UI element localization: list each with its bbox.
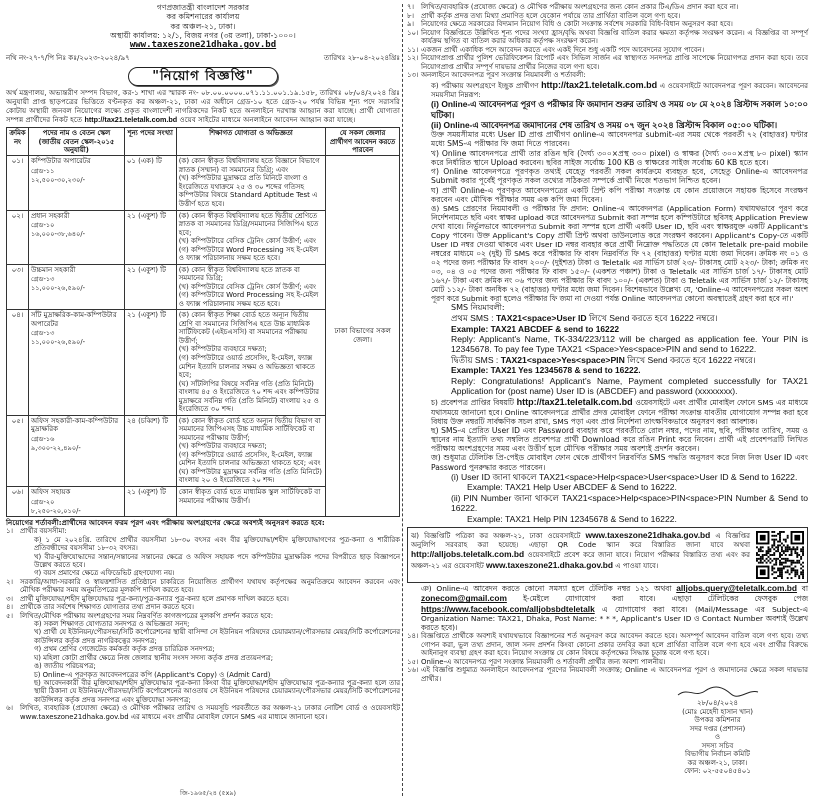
online-ja: জ) শুধুমাত্র টেলিটক প্রি-পেইড মোবাইল ফোন থেকে প্রার্থীগণ নিম্নবর্ণিত SMS পদ্ধতি অনুসরণ করে নিজ নিজ User ID এবং Password পুনরুদ্ধার করতে পারবেন। — [431, 453, 808, 472]
sms1-reply: Reply: Applicant's Name, TK-334/223/112 will be charged as application fee. Your PIN is 12345678. To pay fee Type TAX21 <Space>Yes<space>PIN and send to 16222. — [451, 333, 808, 355]
nb-site2[interactable]: www.taxeszone21.dhaka.gov.bd — [485, 559, 614, 570]
condition-text: গ) প্রথম শ্রেণির গেজেটেড কর্মকর্তা কর্তৃক প্রদত্ত চারিত্রিক সনদপত্র; — [34, 645, 215, 654]
numbered-item — [407, 71, 808, 80]
ja-i-command: TAX21<space>Help<space>User<space>User ID & Send to 16222. — [539, 471, 798, 482]
cell-count: ২৪ (চব্বিশ) টি — [124, 415, 176, 486]
cell-sl: ০৩। — [7, 264, 29, 310]
condition-text: ছ) আবেদনকারী বীর মুক্তিযোদ্ধা/শহীদ মুক্তিযোদ্ধার পুত্র-কন্যা কিংবা বীর মুক্তিযোদ্ধা/শহীদ মুক্তিযোদ্ধার পুত্র-কন্যার পুত্র-কন্যা হলে তার স্থায়ী ঠিকানা যে ইউনিয়ন/পৌরসভা/সিটি কর্পোরেশনের আওতায় সে ইউনিয়ন পরিষদের চেয়ারম্যান/পৌরসভার মেয়র/সিটি কর্পোরেশনের কাউন্সিলর কর্তৃক প্রদত্ত সনদপত্র এবং মুক্তিযোদ্ধা সনদপত্র; — [34, 678, 400, 704]
ja-i-prefix: (i) User ID জানা থাকলে — [451, 471, 537, 482]
item-text: বিজ্ঞপ্তিতে প্রার্থীকে অবশ্যই যথাযথভাবে বিজ্ঞাপনের শর্ত অনুসরণ করে আবেদন করতে হবে। অসম্পূর্ণ আবেদন বাতিল বলে গণ্য হবে। তথ্য গোপন করা, ভুল তথ্য প্রদান, জাল সনদ প্রদর্শন কিংবা কোনো প্রকার তদবির করা হলে প্রার্থিতা বাতিল বলে গণ্য হবে এবং প্রার্থীর বিরুদ্ধে আইনানুগ ব্যবস্থা গ্রহণ করা হবে। নিয়োগ সংক্রান্ত যে কোন বিষয়ে কর্তৃপক্ষের সিদ্ধান্ত চূড়ান্ত বলে গণ্য হবে। — [421, 632, 808, 658]
condition-number — [20, 536, 34, 553]
online-chha: ছ) SMS-এ প্রেরিত User ID এবং Password ব্যবহার করে পরবর্তীতে রোল নম্বর, পদের নাম, ছবি, পরীক্ষার তারিখ, সময় ও স্থানের নাম ইত্যাদি তথ্য সম্বলিত প্রবেশপত্র প্রার্থী Download করে রঙিন Print করে নিবেন। প্রার্থী এই প্রবেশপত্রটি লিখিত পরীক্ষায় অংশগ্রহণের সময় এবং উত্তীর্ণ হলে মৌখিক পরীক্ষার সময় অবশ্যই প্রদর্শন করবেন। — [431, 425, 808, 454]
online-time-iii: উক্ত সময়সীমার মধ্যে User ID প্রাপ্ত প্রার্থীগণ online-এ আবেদনপত্র submit-এর সময় থেকে পরবর্তী ৭২ (বাহাত্তর) ঘণ্টার মধ্যে SMS-এ পরীক্ষার ফি জমা দিতে পারবেন। — [431, 130, 808, 149]
th-qual: শিক্ষাগত যোগ্যতা ও অভিজ্ঞতা — [176, 128, 325, 156]
condition-number — [20, 628, 34, 645]
sms1 — [431, 313, 808, 323]
header-line3: কর অঞ্চল-২১, ঢাকা। — [170, 21, 236, 31]
column-divider — [402, 4, 403, 796]
condition-text: গ) বয়স প্রমাণের ক্ষেত্রে এফিডেভিট গ্রহণযোগ্য নয়। — [34, 569, 175, 578]
signature-and: ও — [714, 733, 721, 742]
condition-item — [6, 612, 400, 620]
sms1-command: TAX21<space>User ID — [495, 313, 587, 324]
ta-prefix: ঞ) Online-এ আবেদন করতে কোনো সমস্যা হলে টেলিটক নম্বর ১২১ অথবা — [421, 584, 672, 594]
cell-sl: ০৬। — [7, 486, 29, 516]
post-name: অফিস সহায়ক — [30, 487, 71, 496]
condition-number — [20, 620, 34, 628]
cell-post-name — [28, 264, 124, 310]
numbered-item — [407, 666, 808, 683]
condition-number: ২। — [6, 577, 13, 586]
online-rules — [407, 80, 808, 524]
signature-role: সদস্য সচিব — [701, 741, 734, 750]
condition-item — [6, 654, 400, 662]
condition-number: ৬। — [6, 704, 13, 713]
qualification-line: (গ) কম্পিউটারে ওয়ার্ড প্রসেসিং, ই-মেইল, ফ্যাক্স মেশিন ইত্যাদি চালনার অভিজ্ঞতা থাকতে হবে; এবং — [178, 450, 321, 468]
item-text: প্রার্থী কর্তৃক প্রদত্ত তথ্য মিথ্যা প্রমাণিত হলে যেকোন পর্যায়ে তার প্রার্থিতা বাতিল বলে গণ্য হবে। — [421, 11, 681, 20]
online-cha — [431, 397, 808, 426]
qualification-line: (খ) কম্পিউটারে বেসিক ট্রেনিং কোর্স উত্তীর্ণ; এবং — [178, 237, 317, 246]
condition-number — [20, 679, 34, 704]
condition-number: ১। — [6, 527, 13, 536]
th-sl: ক্রমিক নং — [7, 128, 29, 156]
item-number: ১৪। — [407, 632, 419, 641]
condition-text: ক) সকল শিক্ষাগত যোগ্যতার সনদপত্র ও অভিজ্ঞতা সনদ; — [34, 620, 190, 628]
conditions-list — [6, 527, 400, 721]
condition-item — [6, 671, 400, 679]
post-scale: ১১,০০০-২৬,৫৯০/- — [30, 338, 85, 347]
condition-text: চ) Online-এ পূরণকৃত আবেদনপত্রের কপি (Applicant's Copy) ও (Admit Card) — [34, 670, 271, 679]
nb-text2: এ বিজ্ঞপ্তির অনুলিপি সরবরাহ করা হয়েছে। এছাড়া QR Code স্ক্যান করে বিস্তারিত জানা যাবে অথবা — [411, 532, 751, 549]
cell-post-name — [28, 486, 124, 516]
condition-item — [6, 578, 400, 595]
notice-box — [407, 527, 808, 583]
header-line2: কর কমিশনারের কার্যালয় — [166, 12, 240, 22]
office-header — [6, 3, 400, 51]
th-dist: যে সকল জেলার প্রার্থীগণ আবেদন করতে পারবেন — [326, 128, 400, 156]
qualification-line: (ক) কোন স্বীকৃত শিক্ষা বোর্ড হতে অন্যূন দ্বিতীয় শ্রেণি বা সমমানের সিজিপিএ হতে উচ্চ মাধ্যমিক সার্টিফিকেট (এইচএসসি) বা সমমানের পরীক্ষায় উত্তীর্ণ; — [178, 311, 310, 345]
qualification-line: (খ) কম্পিউটার ব্যবহারে দক্ষতা; — [178, 442, 267, 451]
item-number: ১১। — [407, 45, 419, 54]
condition-item — [6, 679, 400, 704]
nb-site[interactable]: www.taxeszone21dhaka.gov.bd — [585, 530, 711, 541]
item-text: নিয়োগপ্রাপ্ত প্রার্থীর পুলিশ ভেরিফিকেশন রিপোর্ট এবং সিভিল সার্জন এর স্বাস্থ্যগত সনদপত্র প্রাপ্তি সাপেক্ষে নিয়োগপত্র প্রদান করা হবে। তবে নিয়োগপ্রাপ্ত প্রার্থীর সম্পূর্ণ দায়ভার প্রার্থীর নিজের বলে গণ্য হবে। — [421, 54, 808, 71]
header-website[interactable]: www.taxeszone21dhaka.gov.bd — [129, 40, 277, 50]
cell-post-name — [28, 210, 124, 264]
qualification-line: (খ) কম্পিউটার ব্যবহারে দক্ষতা; — [178, 345, 267, 354]
cell-qualification — [176, 415, 325, 486]
post-name: সাঁট মুদ্রাক্ষরিক-কাম-কম্পিউটার অপারেটর — [30, 311, 117, 328]
cell-qualification — [176, 310, 325, 415]
condition-text: প্রার্থীর বয়সসীমা: — [20, 527, 67, 536]
cell-qualification — [176, 486, 325, 516]
cell-count: ২১ (একুশ) টি — [124, 486, 176, 516]
sms2 — [431, 355, 808, 365]
qr-code-icon[interactable] — [756, 531, 804, 579]
online-intro — [431, 80, 808, 100]
final-items-list — [407, 632, 808, 683]
numbered-item — [407, 632, 808, 658]
table-row — [7, 156, 400, 210]
ja-ii-prefix: (ii) PIN Number জানা থাকলে — [451, 492, 559, 503]
signature-name: (মোঃ মেহেদী হাসান খান) — [682, 707, 753, 716]
posts-table — [6, 127, 400, 516]
cha-prefix: চ) প্রবেশপত্র প্রাপ্তির বিষয়টি — [431, 397, 514, 407]
qualification-line: (গ) কম্পিউটারে ওয়ার্ড প্রসেসিং, ই-মেইল, ফ্যাক্স মেশিন ইত্যাদি চালনার সক্ষম ও অভিজ্ঞতা থাকতে হবে; — [178, 354, 315, 380]
condition-text: লিখিত, ব্যবহারিক (প্রযোজ্য ক্ষেত্রে) ও মৌখিক পরীক্ষার তারিখ ও সময়সূচি পরবর্তীতে কর অঞ্চল-২১ ঢাকার নোটিশ বোর্ড ও ওয়েবসাইট www.taxeszone21dhaka.gov.bd এর মাধ্যমে এবং প্রার্থীর মোবাইল ফোনে SMS এর মাধ্যমে জানানো হবে। — [20, 704, 400, 721]
online-kha: খ) Online আবেদনপত্রে প্রার্থী তার রঙিন ছবি (দৈর্ঘ্য ৩০০×প্রস্থ ৩০০ pixel) ও স্বাক্ষর (দৈর্ঘ্য ৩০০×প্রস্থ ৮০ pixel) স্ক্যান করে নির্ধারিত স্থানে Upload করবেন। ছবির সাইজ সর্বোচ্চ 100 KB ও স্বাক্ষরের সাইজ সর্বোচ্চ 60 KB হতে হবে। — [431, 148, 808, 167]
condition-number: ৫। — [6, 611, 13, 620]
cell-qualification — [176, 156, 325, 210]
signature-scribble — [673, 685, 763, 699]
condition-text: প্রার্থী মুক্তিযোদ্ধা/শহীদ মুক্তিযোদ্ধার পুত্র-কন্যা/পুত্র-কন্যার পুত্র-কন্যা হলে প্রমাণক দাখিল করতে হবে। — [20, 594, 289, 603]
item-text: এই বিজ্ঞপ্তি শুধুমাত্র অনলাইনে আবেদনপত্র পূরণের নিয়মাবলী সংক্রান্ত; Online এ আবেদনপত্র পূরণ ও জমাদানের ক্ষেত্রে সকল দায়ভার প্রার্থীর। — [421, 666, 808, 683]
ta-mid2: ই-মেইলে যোগাযোগ করা যাবে। এছাড়া টেলিটকের ফেসবুক পেজ — [523, 594, 808, 604]
footer-code: জি-১৯৬৫/২৪ (৫x৯) — [180, 789, 236, 798]
sms1-prefix: প্রথম SMS : — [451, 313, 494, 324]
header-line4: অস্থায়ী কার্যালয়: ১২/১, বিজয় নগর (৩য় তলা), ঢাকা-১০০০। — [110, 30, 296, 40]
th-count: শূন্য পদের সংখ্যা — [124, 128, 176, 156]
post-scale: ১২,৫০০-৩০,২৩০/- — [30, 175, 86, 184]
condition-text: খ) প্রার্থী যে ইউনিয়ন/পৌরসভা/সিটি কর্পোরেশনের স্থায়ী বাসিন্দা সে ইউনিয়ন পরিষদের চেয়ারম্যান/পৌরসভার মেয়র/সিটি কর্পোরেশনের কাউন্সিলর কর্তৃক প্রদত্ত নাগরিকত্বের সনদপত্র; — [34, 628, 400, 645]
numbered-item — [407, 54, 808, 71]
signature-block — [627, 685, 808, 776]
ta-mail2[interactable]: zonecom@gmail.com — [421, 593, 507, 604]
condition-item — [6, 553, 400, 570]
ta-mail[interactable]: alljobs.query@teletalk.com.bd — [676, 583, 798, 594]
condition-text: প্রার্থীকে তার সর্বশেষ শিক্ষাগত যোগ্যতার তথ্য প্রদান করতে হবে। — [20, 603, 194, 612]
condition-item — [6, 536, 400, 553]
qualification-line: (ঘ) সাঁটলিপির বিষয়ে সর্বনিম্ন গতি (প্রতি মিনিটে) বাংলায় ৪৫ ও ইংরেজিতে ৭০ শব্দ এবং কম্পিউটার মুদ্রাক্ষরে সর্বনিম্ন গতি (প্রতি মিনিটে) বাংলায় ২৫ ও ইংরেজিতে ৩০ শব্দ। — [178, 379, 320, 414]
item-text: নিয়োগের ক্ষেত্রে সরকারের বিদ্যমান নিয়োগ বিধি ও কোটা সংক্রান্ত সর্বশেষ সরকারি বিধি-বিধান অনুসরণ করা হবে। — [421, 20, 733, 29]
signature-zone: কর অঞ্চল-২১, ঢাকা। — [687, 758, 748, 767]
qualification-line: কোন স্বীকৃত বোর্ড হতে মাধ্যমিক স্কুল সার্টিফিকেট বা সমমানের পরীক্ষায় উত্তীর্ণ। — [178, 487, 321, 505]
ja-i — [431, 472, 808, 482]
ja-ii — [431, 493, 808, 514]
item-text: Online-এ আবেদনপত্র পূরণ সংক্রান্ত নিয়মাবলী ও শর্তাবলী প্রার্থীর জন্য অবশ্য পালনীয়। — [421, 657, 666, 666]
condition-text: ঘ) মহিলা কোটা প্রার্থীর ক্ষেত্রে নিজ জেলার স্থানীয় সংসদ সদস্য কর্তৃক প্রদত্ত প্রত্যয়নপত্র; — [34, 653, 274, 662]
post-name: উচ্চমান সহকারী — [30, 265, 76, 274]
intro-paragraph — [6, 89, 400, 124]
condition-item — [6, 628, 400, 645]
ta-facebook[interactable]: https://www.facebook.com/alljobsbdteletalk — [421, 603, 595, 614]
qualification-line: (গ) কম্পিউটারে Word Processing সহ ই-মেইল ও ফ্যাক্স পরিচালনায় সক্ষম হতে হবে। — [178, 291, 319, 308]
sms1-suffix: লিখে Send করতে হবে 16222 নম্বরে। — [588, 313, 718, 324]
item-text: নিয়োগ বিজ্ঞপ্তিতে উল্লিখিত শূন্য পদের সংখ্যা হ্রাস/বৃদ্ধি অথবা বিজ্ঞপ্তি বাতিল করার ক্ষমতা কর্তৃপক্ষ সংরক্ষণ করেন। এ বিজ্ঞপ্তির বা সম্পূর্ণ কার্যক্রম স্থগিত বা বাতিল করার অধিকার কর্তৃপক্ষ সংরক্ষণ করেন। — [421, 28, 808, 46]
condition-item — [6, 595, 400, 603]
post-grade: গ্রেড-১১ — [30, 166, 55, 175]
qualification-line: (ঘ) কম্পিউটার মুদ্রাক্ষরে সর্বনিম্ন গতি (প্রতি মিনিটে) বাংলায় ২০ ও ইংরেজিতে ২০ শব্দ। — [178, 467, 322, 485]
condition-number — [20, 645, 34, 653]
item-text: অনলাইনে আবেদনপত্র পূরণ সংক্রান্ত নিয়মাবলী ও শর্তাবলী: — [421, 71, 586, 80]
post-name: কম্পিউটার অপারেটর — [30, 157, 91, 166]
condition-item — [6, 645, 400, 653]
ta-suffix: এ যোগাযোগ করা যাবে। (Mail/Message এর Subject-এ Organization Name: TAX21, Dhaka, Post Name: * * *, Applicant's User ID ও Contact Number অবশ্যই উল্লেখ করতে হবে)। — [421, 604, 808, 633]
cell-sl: ০৫। — [7, 415, 29, 486]
post-scale: ১১,০০০-২৬,৫৯০/- — [30, 284, 85, 293]
cha-link[interactable]: http://tax21.teletalk.com.bd — [516, 396, 633, 407]
qualification-line: (খ) কম্পিউটার মুদ্রাক্ষরে প্রতি মিনিটে বাংলা ও ইংরেজিতে যথাক্রমে ২৫ ও ৩০ শব্দের গতিসহ কম্পিউটার বিষয়ে Standard Aptitude Test এ উত্তীর্ণ হতে হবে। — [178, 174, 318, 208]
condition-text: ক) ১ মে ২০২৪খ্রি. তারিখে প্রার্থীর বয়সসীমা ১৮-৩০ বৎসর এবং বীর মুক্তিযোদ্ধা/শহীদ মুক্তিযোদ্ধাগণের পুত্র-কন্যা ও শারীরিক প্রতিবন্ধীদের বয়সসীমা ১৮-৩২ বৎসর। — [34, 535, 400, 553]
cell-post-name — [28, 310, 124, 415]
cell-sl: ০২। — [7, 210, 29, 264]
ta-mid: বা — [801, 584, 809, 594]
sms2-command: TAX21<space>Yes<space>PIN — [500, 354, 625, 365]
sms2-example: Example: TAX21 Yes 12345678 & send to 16222. — [451, 365, 641, 376]
posts-table-body — [7, 156, 400, 516]
numbered-item — [407, 12, 808, 21]
condition-item — [6, 662, 400, 670]
qr-code-graphic — [756, 531, 804, 579]
condition-text: ঙ) জাতীয় পরিচয়পত্র; — [34, 662, 96, 671]
signature-designation: উপকর কমিশনার — [694, 716, 741, 725]
notice-ta — [407, 583, 808, 632]
post-scale: ৯,৩০০-২২,৪৯০/- — [30, 443, 81, 452]
left-column — [6, 3, 400, 721]
signature-date: ২৮/০৪/২০২৪ — [696, 699, 739, 708]
signature-office: সদর দপ্তর (প্রশাসন) — [689, 724, 746, 733]
cell-count: ২১ (একুশ) টি — [124, 310, 176, 415]
online-intro-suffix: এ ওয়েবসাইটে আবেদনপত্র পূরণ করবেন। আবেদনের সময়সীমা নিম্নরূপ: — [431, 81, 808, 99]
post-grade: গ্রেড-১৩ — [30, 275, 55, 284]
condition-item — [6, 704, 400, 721]
numbered-item — [407, 20, 808, 29]
notice-title: "নিয়োগ বিজ্ঞপ্তি" — [128, 67, 278, 87]
cell-sl: ০১। — [7, 156, 29, 210]
nb-text4: এ পাওয়া যাবে। — [615, 561, 659, 570]
item-number: ১০। — [407, 28, 419, 37]
nb-link2[interactable]: http://alljobs.teletalk.com.bd — [411, 549, 525, 560]
numbered-item — [407, 658, 808, 667]
memo-number: নথি নং-২৭-৭/পি নিঃ কঃ/২০২৩-২০২৪/৯৭ — [6, 53, 130, 62]
post-name: অফিস সহকারী-কাম-কম্পিউটার মুদ্রাক্ষরিক — [30, 416, 119, 434]
header-line1: গণপ্রজাতন্ত্রী বাংলাদেশ সরকার — [156, 3, 250, 12]
intro-text-1: অর্থ মন্ত্রণালয়, অভ্যন্তরীণ সম্পদ বিভাগ, কর-১ শাখা এর স্মারক নং- ০৮.০০.০০০০.০৭১.১১.০০১.১৯.১৫৮, তারিখঃ ০৮/০৪/২০২৪ খ্রিঃ অনুযায়ী প্রাপ্ত ছাড়পত্রের ভিত্তিতে বণ্টনকৃত কর অঞ্চল-২১, ঢাকা এর অধীনে গ্রেড-১০ হতে গ্রেড-২০ পর্যন্ত বিভিন্ন শূন্য পদে সরাসরি কোটায় অস্থায়ী জনবল নিয়োগের লক্ষ্যে প্রকৃত বাংলাদেশী নাগরিকদের নিকট হতে অনলাইনে দরখাস্ত আহ্বান করা যাচ্ছে। প্রার্থী যোগ্যতা সম্পন্ন প্রার্থীদের নিকট হতে — [6, 88, 400, 124]
sms1-example: Example: TAX21 ABCDEF & send to 16222 — [451, 323, 620, 334]
numbered-item — [407, 29, 808, 46]
item-text: লিখিত/ব্যবহারিক (প্রযোজ্য ক্ষেত্রে) ও মৌখিক পরীক্ষায় অংশগ্রহণের জন্য কোন প্রকার টিএ/ডিএ প্রদান করা হবে না। — [421, 3, 739, 11]
online-uma: ঙ) SMS প্রেরণের নিয়মাবলী ও পরীক্ষার ফি প্রদান: Online-এ আবেদনপত্র (Application Form) যথাযথভাবে পূরণ করে নির্দেশনামতে ছবি এবং স্বাক্ষর upload করে আবেদনপত্র Submit করা সম্পন্ন হলে কম্পিউটারে ছবিসহ Application Preview দেখা যাবে। নির্ভুলভাবে আবেদনপত্র Submit করা সম্পন্ন হলে প্রার্থী একটি User ID, ছবি এবং স্বাক্ষরযুক্ত একটি Applicant's Copy পাবেন। উক্ত Applicant's Copy প্রার্থী প্রিন্ট অথবা ডাউনলোড করে সংরক্ষণ করবেন। Applicant's Copy-তে একটি User ID নম্বর দেওয়া থাকবে এবং User ID নম্বর ব্যবহার করে প্রার্থী নিম্নোক্ত পদ্ধতিতে যে কোন Teletalk pre-paid mobile নম্বরের মাধ্যমে ০২ (দুই) টি SMS করে পরীক্ষার ফি বাবদ নিম্নবর্ণিত ফি ৭২ (বাহাত্তর) ঘণ্টার মধ্যে জমা দিবেন। ক্রমিক নং ০১ ও ০২ পদের জন্য পরীক্ষার ফি বাবদ ২০০/- (দুইশত) টাকা ও Teletalk এর সার্ভিস চার্জ ২৩/- টাকাসহ মোট ২২৩/- টাকা; ক্রমিক নং ০৩, ০৪ ও ০৫ পদের জন্য পরীক্ষার ফি বাবদ ১৫০/- (একশত পঞ্চাশ) টাকা ও Teletalk এর সার্ভিস চার্জ ১৭/- টাকাসহ মোট ১৬৭/- টাকা এবং ক্রমিক নং ০৬ পদের জন্য পরীক্ষার ফি বাবদ ১০০/- (একশত) টাকা ও Teletalk এর সার্ভিস চার্জ ১২/- টাকাসহ মোট ১১২/- টাকা অনধিক ৭২ (বাহাত্তর) ঘণ্টার মধ্যে জমা দিবেন। বিশেষভাবে উল্লেখ্য যে, 'Online-এ আবেদনপত্রের সকল অংশ পূরণ করে Submit করা হলেও পরীক্ষার ফি জমা না দেওয়া পর্যন্ত Online আবেদনপত্র কোনো অবস্থাতেই গ্রহণ করা হবে না।' — [431, 204, 808, 304]
post-grade: গ্রেড-২০ — [30, 497, 55, 506]
cell-count: ২১ (একুশ) টি — [124, 264, 176, 310]
qualification-line: (খ) কম্পিউটারে বেসিক ট্রেনিং কোর্স উত্তীর্ণ; এবং — [178, 282, 317, 291]
sms2-prefix: দ্বিতীয় SMS : — [451, 354, 499, 365]
cell-post-name — [28, 415, 124, 486]
numbered-item — [407, 3, 808, 12]
online-intro-prefix: ক) পরীক্ষায় অংশগ্রহণে ইচ্ছুক প্রার্থীগণ — [431, 81, 539, 90]
ja-ii-example: Example: TAX21 Help PIN 12345678 & Send to 16222. — [467, 513, 677, 524]
qualification-line: (গ) কম্পিউটারে Word Processing সহ ই-মেইল ও ফ্যাক্স পরিচালনায় সক্ষম হতে হবে। — [178, 245, 319, 263]
post-grade: গ্রেড-১৩ — [30, 329, 55, 338]
intro-text-2: ওয়েব সাইটের মাধ্যমে অনলাইনে আবেদন আহ্বান করা যাচ্ছে। — [179, 114, 356, 124]
online-gha: ঘ) প্রার্থী Online-এ পূরণকৃত আবেদনপত্রের একটি প্রিন্ট কপি পরীক্ষা সংক্রান্ত যে কোন প্রয়োজনে সহায়ক হিসেবে সংরক্ষণ করবেন এবং মৌখিক পরীক্ষার সময় এক কপি জমা দিবেন। — [431, 185, 808, 204]
notice-box-text — [408, 528, 753, 582]
ja-ii-command: TAX21<space>Help<space>PIN<space>PIN Number & Send to 16222. — [451, 492, 808, 514]
numbered-item — [407, 46, 808, 55]
condition-number — [20, 662, 34, 670]
right-column — [407, 3, 808, 776]
cell-qualification — [176, 264, 325, 310]
qualification-line: (ক) কোন স্বীকৃত বিশ্ববিদ্যালয় হতে বিজ্ঞানে বিভাগে স্নাতক (সম্মান) বা সমমানের ডিগ্রি; এবং — [178, 157, 320, 174]
memo-date: তারিখঃ ২৮-০৪-২০২৪খ্রিঃ — [323, 53, 400, 62]
condition-number: ৪। — [6, 603, 13, 612]
online-link[interactable]: http://tax21.teletalk.com.bd — [541, 79, 658, 90]
signature-committee: বিভাগীয় নির্বাচন কমিটি — [685, 750, 750, 759]
post-name: প্রধান সহকারী — [30, 211, 70, 220]
condition-number — [20, 654, 34, 662]
condition-number — [20, 671, 34, 679]
post-grade: গ্রেড-১৬ — [30, 434, 55, 443]
item-number: ১৬। — [407, 666, 419, 675]
ja-i-example: Example: TAX21 Help User ABCDEF & Send to 16222. — [467, 482, 677, 493]
online-time-ii: (ii) Online-এ আবেদনপত্র জমাদানের শেষ তারিখ ও সময় ০৭ জুন ২০২৪ খ্রিস্টাব্দ বিকাল ০৫:০০ ঘটিকা। — [431, 119, 778, 130]
cell-districts: ঢাকা বিভাগের সকল জেলা। — [326, 156, 400, 516]
sms2-suffix: লিখে Send করতে হবে 16222 নম্বরে। — [627, 354, 756, 365]
item-number: ৮। — [407, 11, 415, 20]
qualification-line: (ক) কোন স্বীকৃত বিশ্ববিদ্যালয় হতে স্নাতক বা সমমানের ডিগ্রি; — [178, 265, 300, 283]
condition-number — [20, 569, 34, 577]
memo-line — [6, 54, 400, 63]
online-ga: গ) Online আবেদনপত্রে পূরণকৃত তথ্যই যেহেতু পরবর্তী সকল কার্যক্রমে ব্যবহৃত হবে, সেহেতু Online-এ আবেদনপত্র Submit করার পূর্বেই পূরণকৃত সকল তথ্যের সঠিকতা সম্পর্কে প্রার্থী নিজে শতভাগ নিশ্চিত হবেন। — [431, 167, 808, 186]
sms-label: SMS নিয়মাবলী: — [451, 303, 505, 313]
online-time-i: (i) Online-এ আবেদনপত্র পূরণ ও পরীক্ষার ফি জমাদান শুরুর তারিখ ও সময় ০৮ মে ২০২৪ খ্রিস্টাব্দ সকাল ১০:০০ ঘটিকা। — [431, 99, 808, 120]
condition-number: ৩। — [6, 594, 13, 603]
item-number: ৭। — [407, 3, 415, 11]
post-grade: গ্রেড-১০ — [30, 221, 55, 230]
qualification-line: (ক) কোন স্বীকৃত বিশ্ববিদ্যালয় হতে দ্বিতীয় শ্রেণিতে স্নাতক বা সমমানের ডিগ্রি/সমমানের সিজিপিএ হতে হবে; — [178, 211, 319, 237]
item-number: ১৫। — [407, 657, 419, 666]
item-number: ৯। — [407, 20, 415, 29]
condition-text: লিখিত/মৌখিক পরীক্ষায় অংশগ্রহণের সময় নিম্নবর্ণিত কাগজপত্রের মূলকপি প্রদর্শন করতে হবে: — [20, 611, 274, 620]
qualification-line: (ক) কোন স্বীকৃত বোর্ড হতে অন্যূন দ্বিতীয় বিভাগ বা সমমানের জিপিএসহ উচ্চ মাধ্যমিক সার্টিফিকেট বা সমমানের পরীক্ষায় উত্তীর্ণ; — [178, 416, 321, 442]
post-scale: ৮,২৫০-২০,০১০/- — [30, 506, 81, 515]
item-text: একজন প্রার্থী একাধিক পদে আবেদন করতে এবং একই দিনে শুধু একটি পদে আবেদনের সুযোগ পাবেন। — [421, 45, 705, 54]
th-name: পদের নাম ও বেতন স্কেল (জাতীয় বেতন স্কেল-২০১৫ অনুযায়ী) — [28, 128, 124, 156]
condition-item — [6, 569, 400, 577]
cell-qualification — [176, 210, 325, 264]
cell-count: ০১ (এক) টি — [124, 156, 176, 210]
nb-text1: ঝ) বিজ্ঞপ্তিটি পত্রিকা কর অঞ্চল-২১, ঢাকা ওয়েবসাইটে — [411, 532, 581, 541]
signature-phone: ফোন: ০২-৫৫০৪৫৪০১ — [684, 767, 751, 776]
condition-item — [6, 527, 400, 535]
signature-mark — [627, 685, 808, 699]
intro-link[interactable]: http://tax21.teletalk.com.bd — [84, 114, 178, 124]
conditions-title: নিয়োগের শর্তাবলী:প্রার্থীদের আবেদন ফরম পূরণ এবং পরীক্ষায় অংশগ্রহণের ক্ষেত্রে অবশ্যই অনুসরণ করতে হবে: — [6, 517, 325, 527]
cell-count: ২১ (একুশ) টি — [124, 210, 176, 264]
cell-sl: ০৪। — [7, 310, 29, 415]
right-conditions-list — [407, 3, 808, 80]
sms2-reply: Reply: Congratulations! Applicant's Name, Payment completed successfully for TAX21 Application for (post name) User ID is (ABCDEF) and password (xxxxxxxx). — [451, 375, 808, 397]
condition-text: খ) বীর-মুক্তিযোদ্ধাদের সন্তান/সন্তানের সন্তানের ক্ষেত্রে ও অফিস সহায়ক পদে কম্পিউটার মুদ্রাক্ষরিক পদের বিপরীতে ছাড় বিজ্ঞাপনে উল্লেখ করতে হবে। — [34, 552, 400, 570]
nb-text3: ওয়েবসাইটে প্রবেশ করে জানা যাবে। নিয়োগ পরীক্ষার বিস্তারিত তথ্য এবং কর অঞ্চল-২১ এর ওয়েবসাইট — [411, 551, 750, 570]
cha-suffix: ওয়েবসাইটে এবং প্রার্থীর মোবাইল ফোনে SMS এর মাধ্যমে যথাসময়ে জানানো হবে। Online আবেদনপত্রে প্রার্থীর প্রদত্ত মোবাইল ফোনে পরীক্ষা সংক্রান্ত যাবতীয় যোগাযোগ সম্পন্ন করা হবে বিধায় উক্ত নম্বরটি সার্বক্ষণিক সচল রাখা, SMS পড়া এবং প্রাপ্ত নির্দেশনা তাৎক্ষণিকভাবে অনুসরণ করা আবশ্যক। — [431, 397, 808, 426]
item-number: ১৩। — [407, 71, 419, 80]
condition-text: সরকারি/আধা-সরকারি ও স্বায়ত্তশাসিত প্রতিষ্ঠানে চাকরিতে নিয়োজিত প্রার্থীগণ যথাযথ কর্তৃপক্ষের অনুমতিক্রমে আবেদন করবেন এবং মৌখিক পরীক্ষার সময় অনুমতিপত্রের মূলকপি দাখিল করতে হবে। — [20, 577, 400, 595]
cell-post-name — [28, 156, 124, 210]
condition-item — [6, 603, 400, 611]
condition-number — [20, 553, 34, 570]
item-number: ১২। — [407, 54, 419, 63]
post-scale: ১৬,০০০-৩৮,৬৪০/- — [30, 230, 86, 239]
